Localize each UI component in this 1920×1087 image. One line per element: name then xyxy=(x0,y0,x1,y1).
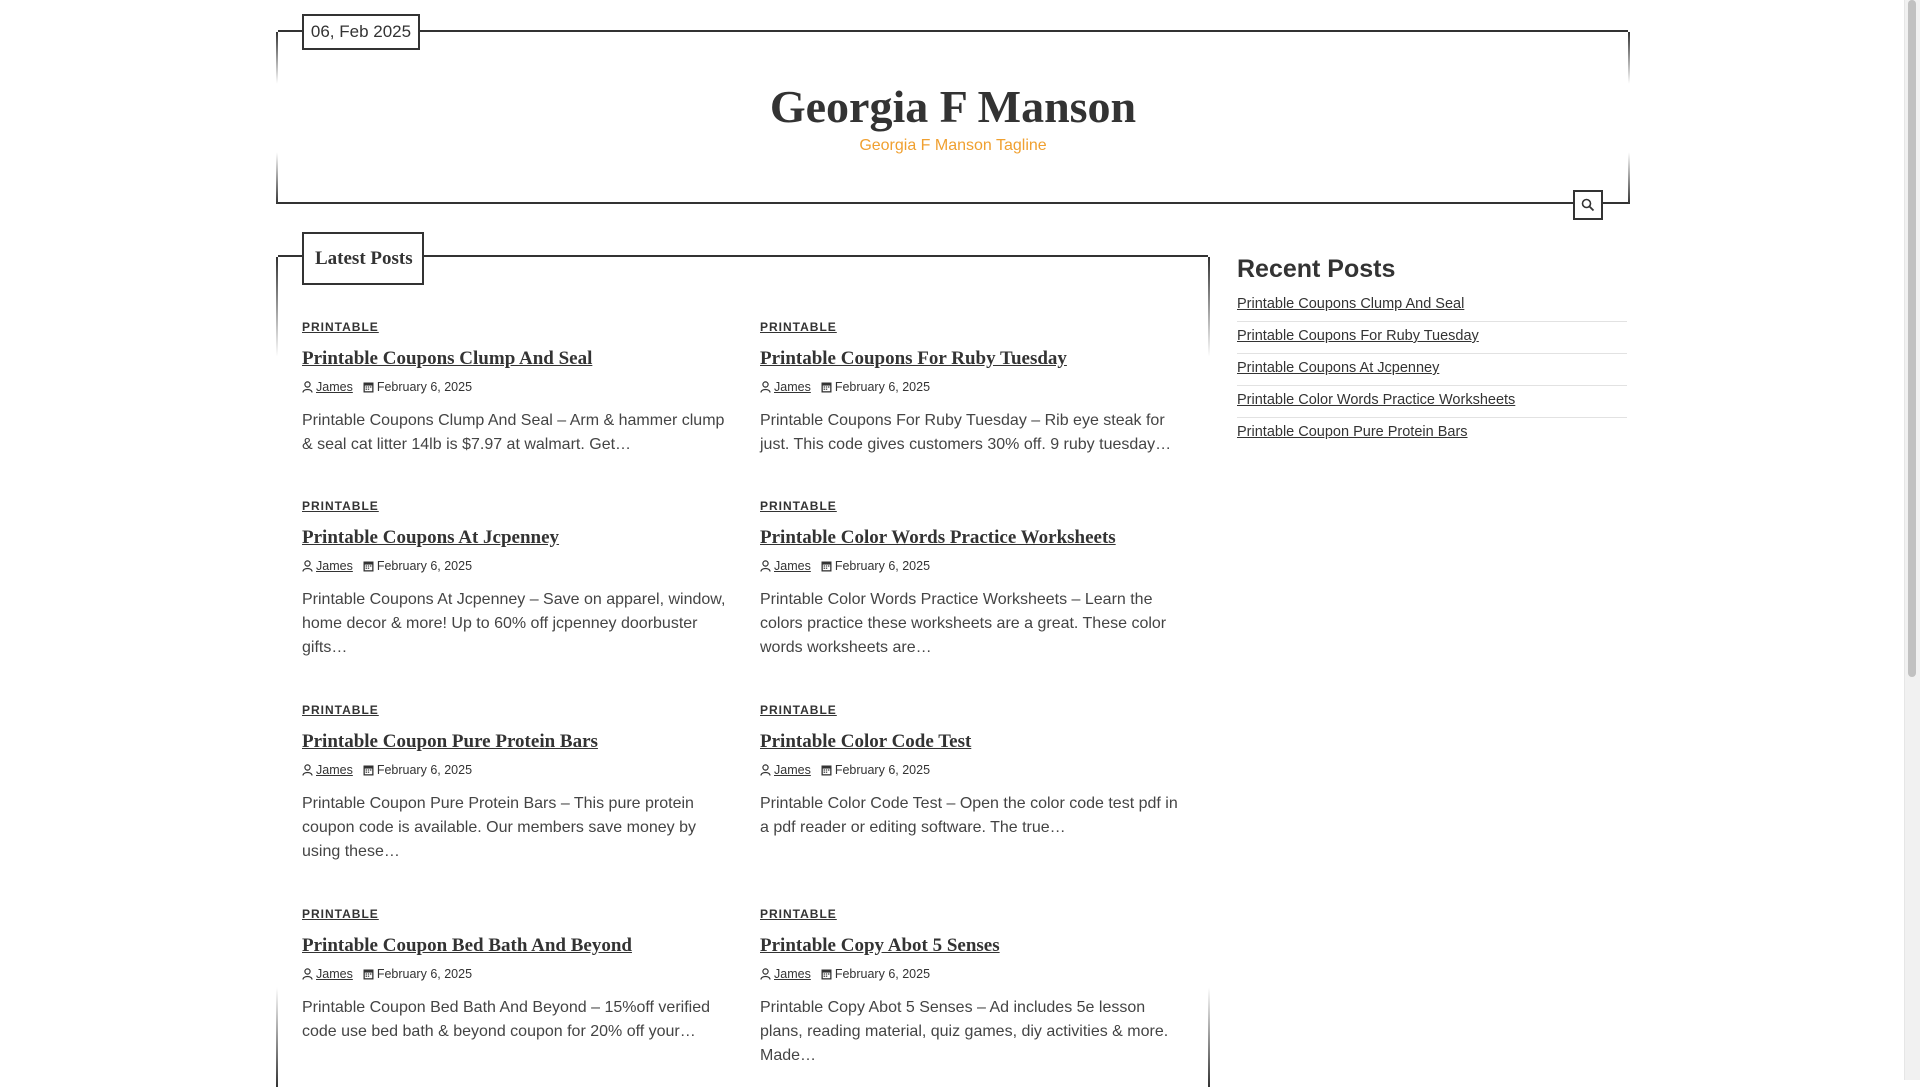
post-category[interactable]: PRINTABLE xyxy=(760,499,837,513)
header-date: 06, Feb 2025 xyxy=(302,14,420,50)
post-author[interactable] xyxy=(302,967,353,981)
calendar-icon xyxy=(821,381,832,393)
scrollbar-thumb[interactable] xyxy=(1908,0,1916,677)
user-icon xyxy=(302,764,313,776)
recent-posts-list xyxy=(1237,290,1627,449)
post-date-text: February 6, 2025 xyxy=(376,559,473,573)
post-title[interactable]: Printable Coupons For Ruby Tuesday xyxy=(760,348,1067,369)
post-category[interactable]: PRINTABLE xyxy=(760,703,837,717)
recent-post-link[interactable]: Printable Color Words Practice Worksheets xyxy=(1237,386,1627,418)
calendar-icon xyxy=(363,381,374,393)
post-author[interactable] xyxy=(302,559,353,573)
post-excerpt: Printable Color Code Test – Open the color code test pdf in a pdf reader or editing software. The true… xyxy=(760,795,1178,836)
calendar-icon xyxy=(821,764,832,776)
user-icon xyxy=(760,764,771,776)
user-icon xyxy=(760,560,771,572)
recent-post-link[interactable]: Printable Coupon Pure Protein Bars xyxy=(1237,424,1468,440)
post-card xyxy=(302,320,732,457)
post-category[interactable]: PRINTABLE xyxy=(302,703,379,717)
section-title: Latest Posts xyxy=(302,232,424,285)
post-meta xyxy=(760,966,1190,982)
post-card xyxy=(760,907,1190,1068)
post-excerpt: Printable Coupons At Jcpenney – Save on apparel, window, home decor & more! Up to 60% off jcpenney doorbuster gifts… xyxy=(302,591,726,656)
user-icon xyxy=(760,381,771,393)
post-date xyxy=(363,380,472,394)
user-icon xyxy=(760,968,771,980)
post-author-name[interactable]: James xyxy=(774,967,811,981)
sidebar xyxy=(1237,252,1627,449)
post-date-text: February 6, 2025 xyxy=(376,380,473,394)
post-meta xyxy=(760,379,1190,395)
post-category[interactable]: PRINTABLE xyxy=(302,320,379,334)
post-card xyxy=(302,907,732,1044)
post-date xyxy=(363,559,472,573)
post-author[interactable] xyxy=(760,559,811,573)
post-title[interactable]: Printable Copy Abot 5 Senses xyxy=(760,935,1000,956)
post-date-text: February 6, 2025 xyxy=(376,967,473,981)
post-date xyxy=(821,763,930,777)
post-meta xyxy=(302,762,732,778)
post-card xyxy=(760,320,1190,457)
post-author-name[interactable]: James xyxy=(316,559,353,573)
post-meta xyxy=(302,558,732,574)
calendar-icon xyxy=(821,968,832,980)
site-tagline: Georgia F Manson Tagline xyxy=(859,137,1047,154)
post-date xyxy=(363,763,472,777)
post-author[interactable] xyxy=(302,380,353,394)
user-icon xyxy=(302,560,313,572)
post-date xyxy=(821,559,930,573)
post-card xyxy=(302,499,732,660)
recent-post-link[interactable]: Printable Coupons For Ruby Tuesday xyxy=(1237,322,1627,354)
site-title[interactable]: Georgia F Manson xyxy=(769,81,1137,132)
post-date-text: February 6, 2025 xyxy=(834,559,931,573)
post-author-name[interactable]: James xyxy=(774,559,811,573)
recent-post-link[interactable]: Printable Coupons At Jcpenney xyxy=(1237,354,1627,386)
post-title[interactable]: Printable Color Code Test xyxy=(760,731,972,752)
sidebar-title: Recent Posts xyxy=(1237,255,1396,283)
post-title[interactable]: Printable Coupon Bed Bath And Beyond xyxy=(302,935,632,956)
post-title[interactable]: Printable Coupons At Jcpenney xyxy=(302,527,560,548)
post-author-name[interactable]: James xyxy=(316,763,353,777)
post-card xyxy=(760,703,1190,840)
post-meta xyxy=(760,762,1190,778)
post-author-name[interactable]: James xyxy=(774,763,811,777)
post-author-name[interactable]: James xyxy=(774,380,811,394)
post-author[interactable] xyxy=(302,763,353,777)
user-icon xyxy=(302,381,313,393)
calendar-icon xyxy=(363,764,374,776)
post-title[interactable]: Printable Color Words Practice Worksheets xyxy=(760,527,1116,548)
post-date-text: February 6, 2025 xyxy=(834,380,931,394)
post-category[interactable]: PRINTABLE xyxy=(302,907,379,921)
post-category[interactable]: PRINTABLE xyxy=(302,499,379,513)
post-excerpt: Printable Coupons Clump And Seal – Arm & hammer clump & seal cat litter 14lb is $7.97 at walmart. Get… xyxy=(302,412,725,453)
search-button[interactable] xyxy=(1573,190,1603,220)
post-date xyxy=(821,967,930,981)
post-meta xyxy=(760,558,1190,574)
post-excerpt: Printable Coupon Pure Protein Bars – This pure protein coupon code is available. Our members save money by using these… xyxy=(302,795,696,860)
post-author[interactable] xyxy=(760,967,811,981)
calendar-icon xyxy=(821,560,832,572)
post-card xyxy=(302,703,732,864)
post-date-text: February 6, 2025 xyxy=(834,763,931,777)
post-date xyxy=(821,380,930,394)
recent-post-link[interactable]: Printable Coupons Clump And Seal xyxy=(1237,290,1627,322)
post-card xyxy=(760,499,1190,660)
post-title[interactable]: Printable Coupon Pure Protein Bars xyxy=(302,731,598,752)
post-date xyxy=(363,967,472,981)
post-author-name[interactable]: James xyxy=(316,967,353,981)
post-title[interactable]: Printable Coupons Clump And Seal xyxy=(302,348,593,369)
post-category[interactable]: PRINTABLE xyxy=(760,907,837,921)
post-meta xyxy=(302,966,732,982)
post-category[interactable]: PRINTABLE xyxy=(760,320,837,334)
calendar-icon xyxy=(363,560,374,572)
post-author-name[interactable]: James xyxy=(316,380,353,394)
user-icon xyxy=(302,968,313,980)
calendar-icon xyxy=(363,968,374,980)
post-excerpt: Printable Copy Abot 5 Senses – Ad includes 5e lesson plans, reading material, quiz games, diy activities & more. Made… xyxy=(760,999,1169,1064)
search-icon xyxy=(1581,198,1595,212)
post-excerpt: Printable Color Words Practice Worksheets – Learn the colors practice these worksheets are a great. These color words worksheets are… xyxy=(760,591,1167,656)
page-scrollbar[interactable] xyxy=(1904,0,1920,1080)
post-excerpt: Printable Coupon Bed Bath And Beyond – 15%off verified code use bed bath & beyond coupon for 20% off your… xyxy=(302,999,710,1040)
post-excerpt: Printable Coupons For Ruby Tuesday – Rib eye steak for just. This code gives customers 30% off. 9 ruby tuesday… xyxy=(760,412,1172,453)
post-meta xyxy=(302,379,732,395)
post-author[interactable] xyxy=(760,763,811,777)
post-date-text: February 6, 2025 xyxy=(376,763,473,777)
post-author[interactable] xyxy=(760,380,811,394)
post-date-text: February 6, 2025 xyxy=(834,967,931,981)
